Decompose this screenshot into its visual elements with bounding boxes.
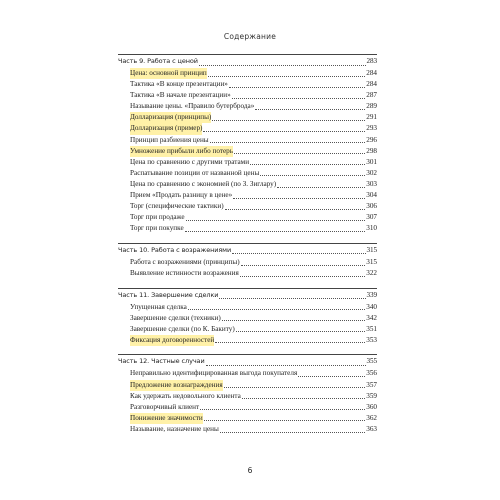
- toc-section-part-9: [118, 54, 377, 234]
- entry-title: Называние цены. «Правило бутерброда»: [130, 102, 255, 111]
- page-number: 6: [247, 466, 253, 475]
- entry-title: Разговорчивый клиент: [130, 402, 200, 411]
- toc-entry[interactable]: [118, 112, 377, 123]
- dot-leader: [186, 220, 366, 221]
- toc-entry[interactable]: [118, 101, 377, 112]
- entry-title: Цена по сравнению с другими тратами: [130, 157, 250, 166]
- entry-title: Тактика «В начале презентации»: [130, 91, 231, 100]
- entry-page-number: 310: [366, 224, 377, 233]
- dot-leader: [215, 342, 365, 343]
- entry-page-number: 301: [366, 157, 377, 166]
- entry-title: Цена: основной принцип: [130, 68, 207, 79]
- dot-leader: [220, 432, 365, 433]
- dot-leader: [260, 175, 365, 176]
- toc-entry[interactable]: [118, 268, 377, 279]
- dot-leader: [233, 198, 365, 199]
- entry-title: Называние, назначение цены: [130, 424, 219, 433]
- chapter-title: Часть 11. Завершение сделки: [118, 290, 219, 299]
- chapter-title: Часть 10. Работа с возражениями: [118, 245, 232, 254]
- dot-leader: [229, 87, 365, 88]
- entry-page-number: 293: [366, 124, 377, 133]
- toc-entry[interactable]: [118, 402, 377, 413]
- toc-entry[interactable]: [118, 313, 377, 324]
- entry-page-number: 357: [366, 380, 377, 389]
- toc-entry[interactable]: [118, 391, 377, 402]
- toc-entry[interactable]: [118, 212, 377, 223]
- toc-section-part-12: [118, 354, 377, 435]
- dot-leader: [277, 187, 365, 188]
- toc-chapter-entry[interactable]: [118, 243, 377, 257]
- chapter-page-number: 355: [366, 357, 377, 366]
- toc-entry[interactable]: [118, 424, 377, 435]
- toc-entry[interactable]: [118, 90, 377, 101]
- entry-title: Выявление истинности возражения: [130, 269, 239, 277]
- toc-entry[interactable]: [118, 380, 377, 391]
- chapter-title: Часть 9. Работа с ценой: [118, 57, 198, 65]
- dot-leader: [242, 398, 365, 399]
- entry-title: Тактика «В конце презентации»: [130, 80, 228, 89]
- entry-title: Неправильно идентифицированная выгода покупателя: [130, 369, 298, 378]
- toc-entry[interactable]: [118, 201, 377, 212]
- toc-entry[interactable]: [118, 79, 377, 90]
- dot-leader: [222, 320, 365, 321]
- dot-leader: [204, 420, 365, 421]
- entry-page-number: 302: [366, 168, 377, 177]
- entry-title: Предложение вознаграждения: [130, 380, 223, 391]
- toc-entry[interactable]: [118, 335, 377, 346]
- entry-page-number: 289: [366, 102, 377, 111]
- dot-leader: [203, 131, 365, 132]
- toc-entry[interactable]: [118, 146, 377, 157]
- entry-title: Долларизация (принципы): [130, 112, 211, 123]
- dot-leader: [298, 376, 365, 377]
- dot-leader: [210, 142, 366, 143]
- entry-title: Как удержать недовольного клиента: [130, 391, 241, 400]
- entry-page-number: 360: [366, 402, 377, 411]
- toc-entry[interactable]: [118, 157, 377, 168]
- entry-title: Торг (специфические тактики): [130, 202, 224, 211]
- dot-leader: [234, 153, 365, 154]
- entry-page-number: 363: [366, 424, 377, 433]
- entry-page-number: 306: [366, 202, 377, 211]
- dot-leader: [232, 253, 365, 254]
- entry-title: Упущенная сделка: [130, 302, 187, 311]
- dot-leader: [219, 298, 365, 299]
- entry-page-number: 303: [366, 179, 377, 188]
- dot-leader: [212, 120, 365, 121]
- table-of-contents: [118, 54, 377, 444]
- toc-entry[interactable]: [118, 135, 377, 146]
- toc-section-part-11: [118, 288, 377, 346]
- dot-leader: [250, 164, 365, 165]
- entry-page-number: 342: [366, 313, 377, 322]
- toc-section-part-10: [118, 243, 377, 279]
- dot-leader: [236, 331, 365, 332]
- chapter-page-number: 283: [366, 57, 377, 65]
- toc-entry[interactable]: [118, 168, 377, 179]
- entry-title: Завершение сделки (техники): [130, 313, 221, 322]
- dot-leader: [241, 265, 366, 266]
- toc-entry[interactable]: [118, 223, 377, 234]
- entry-title: Принцип разбиения цены: [130, 135, 209, 144]
- entry-page-number: 298: [366, 146, 377, 155]
- entry-title: Умножение прибыли либо потерь: [130, 146, 233, 157]
- toc-entry[interactable]: [118, 68, 377, 79]
- toc-entry[interactable]: [118, 179, 377, 190]
- dot-leader: [185, 231, 366, 232]
- entry-page-number: 356: [366, 369, 377, 378]
- dot-leader: [188, 309, 365, 310]
- entry-page-number: 362: [366, 413, 377, 422]
- entry-page-number: 284: [366, 80, 377, 89]
- entry-title: Торг при покупке: [130, 224, 184, 233]
- entry-title: Завершение сделки (по К. Бакиту): [130, 324, 235, 333]
- entry-title: Долларизация (пример): [130, 123, 202, 134]
- entry-title: Работа с возражениями (принципы): [130, 257, 240, 266]
- entry-page-number: 351: [366, 324, 377, 333]
- toc-entry[interactable]: [118, 413, 377, 424]
- chapter-title: Часть 12. Частные случаи: [118, 357, 205, 366]
- entry-page-number: 315: [366, 257, 377, 266]
- entry-page-number: 287: [366, 91, 377, 100]
- running-head: Содержание: [223, 32, 277, 41]
- dot-leader: [208, 76, 365, 77]
- dot-leader: [240, 276, 365, 277]
- entry-page-number: 296: [366, 135, 377, 144]
- entry-page-number: 353: [366, 335, 377, 344]
- toc-chapter-entry[interactable]: [118, 354, 377, 368]
- toc-entry[interactable]: [118, 123, 377, 134]
- entry-page-number: 359: [366, 391, 377, 400]
- entry-title: Прием «Продать разницу в цене»: [130, 191, 233, 200]
- dot-leader: [255, 109, 365, 110]
- dot-leader: [200, 409, 365, 410]
- entry-title: Распатывание позиции от названной цены: [130, 168, 260, 177]
- toc-entry[interactable]: [118, 302, 377, 313]
- entry-title: Цена по сравнению с экономией (по З. Зиглару): [130, 179, 277, 188]
- dot-leader: [199, 65, 366, 66]
- toc-entry[interactable]: [118, 257, 377, 268]
- toc-entry[interactable]: [118, 190, 377, 201]
- toc-entry[interactable]: [118, 324, 377, 335]
- entry-page-number: 340: [366, 302, 377, 311]
- entry-title: Фиксация договоренностей: [130, 335, 214, 346]
- toc-chapter-entry[interactable]: [118, 288, 377, 302]
- toc-entry[interactable]: [118, 368, 377, 379]
- toc-chapter-entry[interactable]: [118, 54, 377, 68]
- dot-leader: [225, 209, 366, 210]
- entry-page-number: 304: [366, 191, 377, 200]
- entry-page-number: 322: [366, 269, 377, 277]
- entry-page-number: 291: [366, 113, 377, 122]
- chapter-page-number: 339: [366, 290, 377, 299]
- dot-leader: [224, 387, 366, 388]
- entry-page-number: 307: [366, 213, 377, 222]
- entry-page-number: 284: [366, 69, 377, 77]
- dot-leader: [232, 98, 366, 99]
- entry-title: Торг при продаже: [130, 213, 185, 222]
- entry-title: Понижение значимости: [130, 413, 203, 424]
- dot-leader: [206, 365, 366, 366]
- chapter-page-number: 315: [366, 245, 377, 254]
